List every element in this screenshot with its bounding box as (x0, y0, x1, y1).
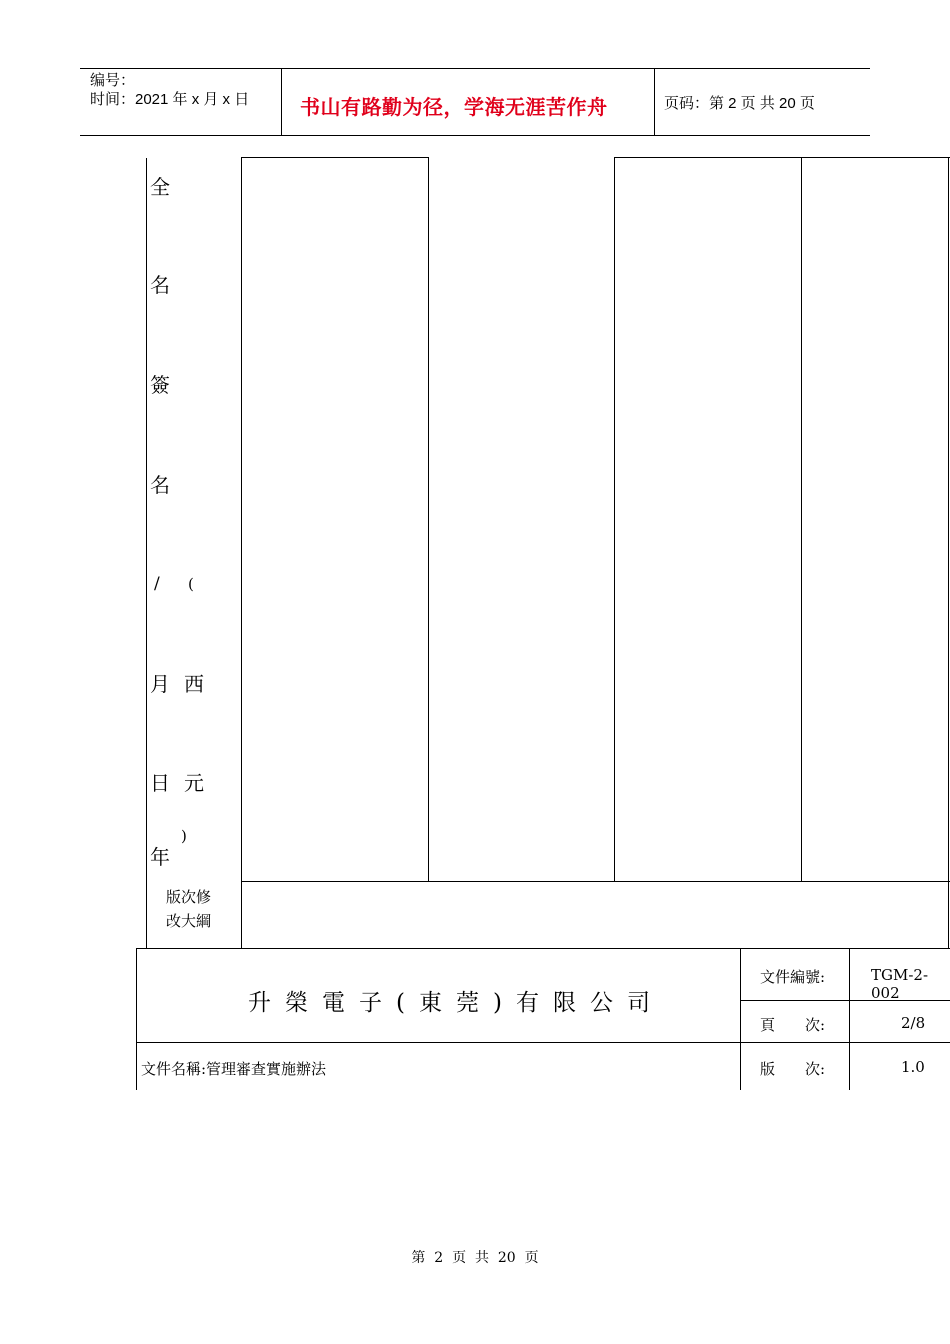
label-char: 月 (150, 672, 170, 696)
number-label: 编号： (90, 72, 136, 89)
page-value: 2/8 (901, 1014, 926, 1032)
label-char: 日 (150, 771, 170, 795)
doc-number-value: TGM-2-002 (871, 966, 929, 1002)
label-char: ) (181, 827, 187, 845)
label-char: 元 (184, 771, 204, 795)
revision-label: 版次修 (166, 888, 212, 906)
label-char: 年 (150, 845, 170, 869)
label-char: 簽 (150, 373, 170, 397)
page-info: 页码：第 2 页 共 20 页 (664, 95, 815, 112)
page-footer: 第 2 页 共 20 页 (411, 1250, 539, 1266)
company-name: 升榮電子(東莞)有限公司 (248, 990, 664, 1016)
label-char: / (154, 574, 160, 594)
revision-label: 改大綱 (166, 912, 212, 930)
doc-number-label: 文件編號: (760, 968, 826, 986)
label-char: 西 (184, 672, 204, 696)
version-label: 版 次: (760, 1060, 826, 1078)
label-char: 名 (150, 273, 170, 297)
page-label: 頁 次: (760, 1016, 826, 1034)
label-char: ( (188, 575, 194, 593)
document-title: 文件名稱:管理審查實施辦法 (141, 1060, 327, 1078)
time-label: 时间：2021 年 x 月 x 日 (90, 91, 250, 108)
label-char: 名 (150, 473, 170, 497)
label-char: 全 (150, 175, 170, 199)
version-value: 1.0 (901, 1058, 925, 1076)
motto: 书山有路勤为径，学海无涯苦作舟 (300, 95, 608, 119)
